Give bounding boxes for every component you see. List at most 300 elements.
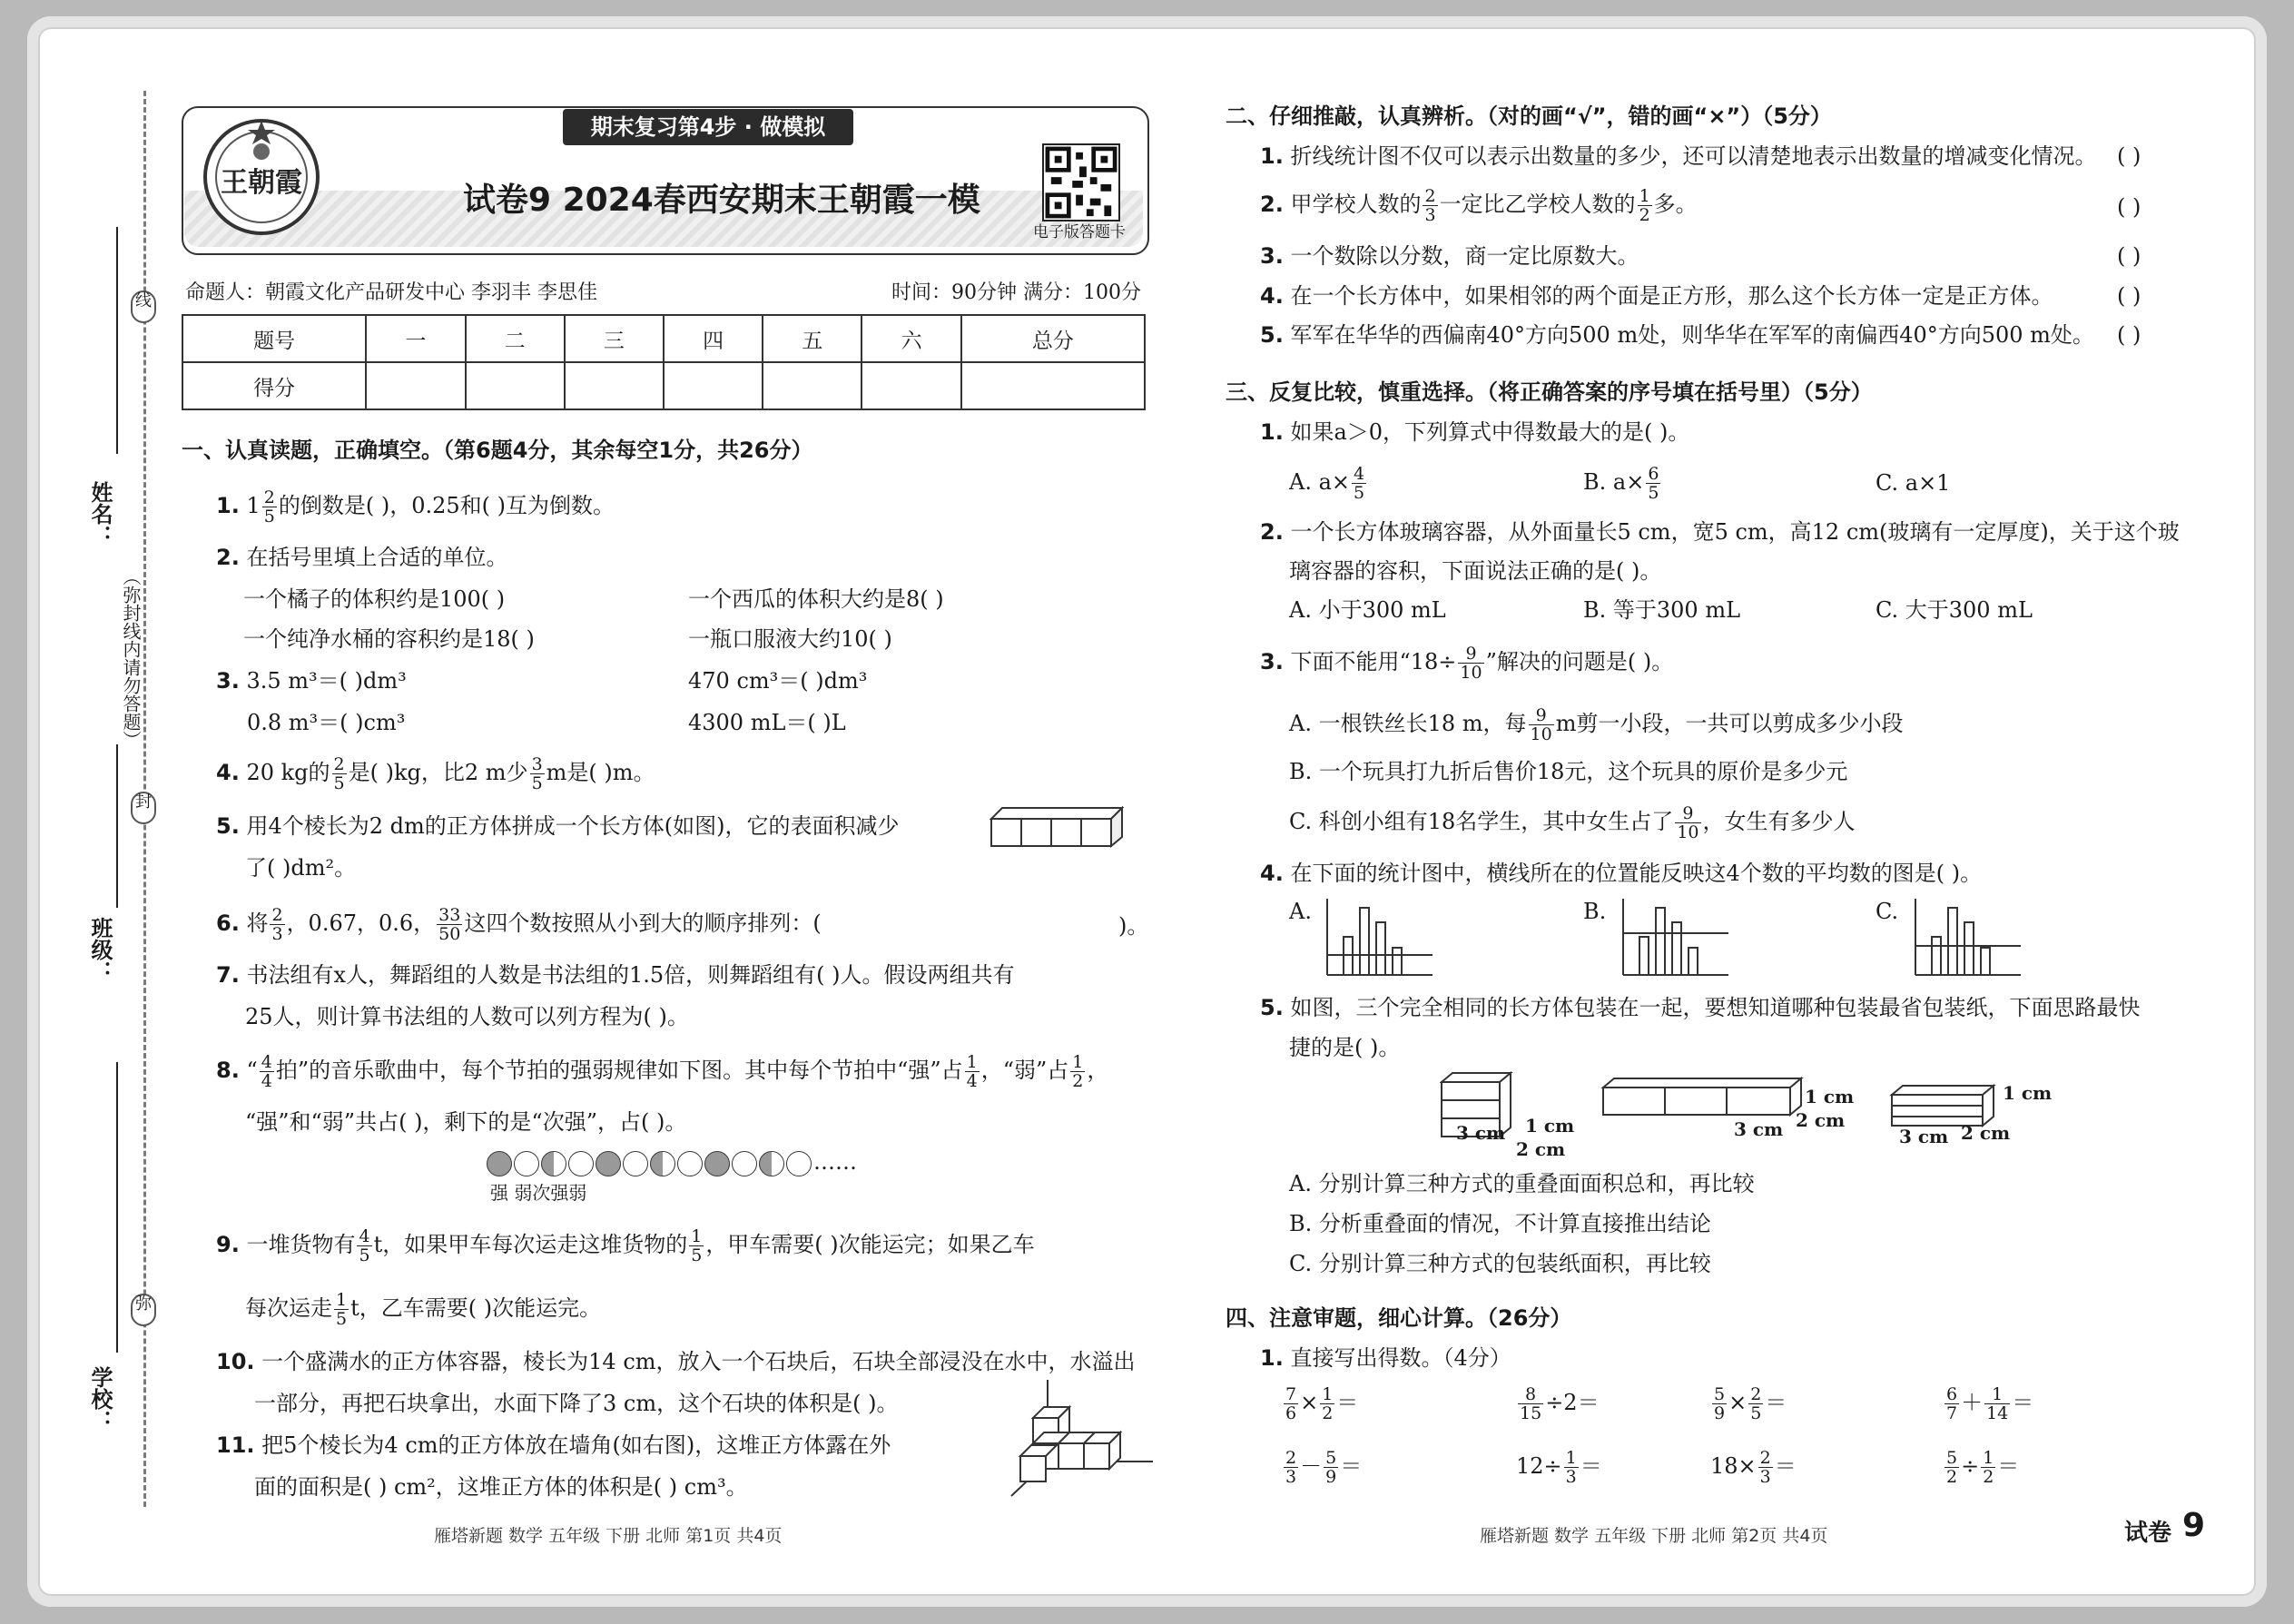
fraction: [1423, 187, 1437, 224]
school-label: 学校：: [87, 1366, 113, 1432]
question-number: 10.: [216, 1349, 255, 1374]
section-1-title: 一、认真读题，正确填空。（第6题4分，其余每空1分，共26分）: [182, 438, 813, 463]
question-text: 是( )kg，比2 m少: [348, 760, 528, 785]
numerator: 9: [1458, 645, 1483, 664]
fraction: [530, 755, 545, 792]
question-text: 这四个数按照从小到大的顺序排列：(: [464, 910, 822, 936]
logo-text: 王朝霞: [221, 167, 302, 199]
question-number: 2.: [216, 545, 240, 570]
publisher-logo: [198, 113, 325, 241]
fraction: [437, 906, 462, 943]
dim-label: 3 cm: [1456, 1122, 1506, 1144]
fraction: [1981, 1449, 1995, 1486]
operator: ＝: [1997, 1453, 2020, 1479]
question-number: 5.: [1260, 322, 1284, 348]
operator: ÷2＝: [1545, 1390, 1600, 1415]
question-1-3: [216, 668, 407, 694]
score-input-cell[interactable]: [961, 362, 1145, 409]
question-text: )。: [1118, 913, 1149, 939]
question-number: 6.: [216, 910, 240, 936]
beat-medium-icon: [541, 1151, 566, 1176]
denominator: 10: [1530, 724, 1552, 744]
fraction: [1646, 465, 1660, 502]
numerator: 2: [1424, 186, 1436, 206]
numerator: 33: [438, 905, 461, 925]
option-text: C. 科创小组有18名学生，其中女生占了: [1289, 809, 1674, 834]
class-label: 班级：: [87, 917, 113, 982]
score-header-cell: 一: [366, 315, 465, 362]
section-4-title: 四、注意审题，细心计算。（26分）: [1226, 1305, 1572, 1331]
question-1-7: [216, 962, 1015, 988]
option-3-4-b: B.: [1583, 899, 1607, 924]
score-input-cell[interactable]: [565, 362, 664, 409]
fraction: [1944, 1449, 1959, 1486]
question-number: 4.: [1260, 283, 1284, 309]
numerator: 4: [261, 1052, 272, 1072]
fraction: [1712, 1385, 1727, 1422]
option-3-5-b: B. 分析重叠面的情况，不计算直接推出结论: [1289, 1211, 1711, 1236]
question-4-1: [1260, 1345, 1511, 1371]
numerator: 1: [1565, 1448, 1577, 1468]
question-1-6: [216, 906, 822, 943]
fraction: [1284, 1385, 1298, 1422]
denominator: 3: [1424, 205, 1436, 225]
numerator: 1: [1984, 1385, 2010, 1404]
fraction: [332, 755, 347, 792]
operator: ＝: [1774, 1453, 1797, 1479]
numerator: 1: [1072, 1052, 1084, 1072]
fraction: [689, 1227, 704, 1265]
denominator: 5: [336, 1309, 348, 1329]
fraction: [1675, 804, 1700, 842]
question-text: 拍”的音乐歌曲中，每个节拍的强弱规律如下图。其中每个节拍中“强”占: [275, 1058, 963, 1083]
qr-caption: 电子版答题卡: [1033, 223, 1126, 241]
fraction: [357, 1227, 371, 1265]
name-underline: [116, 227, 118, 454]
beat-strong-icon: [596, 1151, 621, 1176]
numerator: 6: [1648, 464, 1659, 484]
fraction: [1564, 1449, 1579, 1486]
score-input-cell[interactable]: [466, 362, 565, 409]
score-header-cell: 二: [466, 315, 565, 362]
numerator: 4: [359, 1226, 370, 1246]
option-3-1-c: C. a×1: [1876, 470, 1951, 496]
denominator: 15: [1520, 1403, 1542, 1423]
blank-line: 一个纯净水桶的容积约是18( ): [243, 626, 535, 652]
numerator: 8: [1518, 1385, 1543, 1404]
question-text: ，甲车需要( )次能运完；如果乙车: [705, 1232, 1035, 1257]
question-text: “强”和“弱”共占( )，剩下的是“次强”，占( )。: [245, 1109, 687, 1135]
question-number: 3.: [1260, 243, 1284, 269]
class-underline: [116, 744, 118, 908]
paper-number: 9: [2182, 1507, 2206, 1544]
option-3-1-a: [1289, 465, 1368, 502]
question-text: m是( )m。: [546, 760, 655, 785]
beat-circles: [487, 1149, 857, 1176]
question-text: 25人，则计算书法组的人数可以列方程为( )。: [245, 1004, 689, 1029]
time-score-line: 时间：90分钟 满分：100分: [891, 281, 1141, 304]
numerator: 5: [1325, 1448, 1337, 1468]
denominator: 4: [966, 1071, 978, 1091]
operator: ＝: [1340, 1453, 1363, 1479]
option-3-4-a: A.: [1289, 899, 1312, 924]
question-text: t，乙车需要( )次能运完。: [350, 1295, 602, 1321]
denominator: 2: [1983, 1467, 1994, 1487]
denominator: 4: [261, 1071, 272, 1091]
numerator: 5: [1946, 1448, 1958, 1468]
question-number: 1.: [1260, 419, 1284, 445]
fraction: [965, 1053, 980, 1090]
answer-paren[interactable]: ( ): [2117, 283, 2141, 309]
score-input-cell[interactable]: [763, 362, 861, 409]
question-number: 1.: [1260, 1345, 1284, 1371]
question-text: 在括号里填上合适的单位。: [246, 545, 508, 570]
score-header-cell: 四: [664, 315, 763, 362]
denominator: 2: [1946, 1467, 1958, 1487]
question-1-10: [216, 1349, 1136, 1374]
question-text: 20 kg的: [246, 760, 330, 785]
option-3-2-b: B. 等于300 mL: [1583, 597, 1741, 623]
fraction: [1518, 1385, 1543, 1422]
score-table: [182, 314, 1146, 410]
denominator: 3: [1759, 1467, 1771, 1487]
question-text: t，如果甲车每次运走这堆货物的: [373, 1232, 688, 1257]
blank-line: 0.8 m³＝( )cm³: [247, 710, 406, 735]
denominator: 14: [1986, 1403, 2009, 1423]
numerator: 1: [691, 1226, 703, 1246]
option-text: ，女生有多少人: [1702, 809, 1856, 834]
fraction: [270, 906, 284, 943]
question-text: 捷的是( )。: [1289, 1035, 1401, 1060]
question-text: 将: [246, 910, 269, 936]
beat-strong-icon: [487, 1151, 512, 1176]
operator: ＝: [2012, 1390, 2034, 1415]
beat-strong-icon: [704, 1151, 730, 1176]
score-header-cell: 三: [565, 315, 664, 362]
bar-chart-a: [1325, 897, 1434, 977]
numerator: 2: [271, 905, 283, 925]
operator: ＝: [1336, 1390, 1359, 1415]
question-text: 下面不能用“18÷: [1290, 649, 1457, 674]
score-table-score-row: [182, 362, 1145, 409]
question-text: 用4个棱长为2 dm的正方体拼成一个长方体(如图)，它的表面积减少: [246, 813, 900, 839]
operator: ＝: [1765, 1390, 1787, 1415]
blank-line: 3.5 m³＝( )dm³: [246, 668, 407, 694]
question-text: ”解决的问题是( )。: [1485, 649, 1674, 674]
denominator: 5: [333, 773, 345, 793]
beat-weak-icon: [677, 1151, 703, 1176]
option-3-1-b: [1583, 465, 1662, 502]
denominator: 50: [438, 924, 461, 944]
section-3-title: 三、反复比较，慎重选择。（将正确答案的序号填在括号里）（5分）: [1226, 379, 1873, 405]
question-text: 的倒数是( )，0.25和( )互为倒数。: [278, 493, 615, 518]
question-text: 直接写出得数。（4分）: [1290, 1345, 1511, 1371]
score-table-header-row: [182, 315, 1145, 362]
answer-paren[interactable]: ( ): [2117, 143, 2141, 169]
fraction: [1944, 1385, 1959, 1422]
question-text: 每次运走: [245, 1295, 332, 1321]
question-number: 5.: [216, 813, 240, 839]
dim-label: 2 cm: [1796, 1109, 1846, 1131]
denominator: 5: [1648, 483, 1659, 503]
answer-paren[interactable]: ( ): [2117, 194, 2141, 220]
question-1-2: [216, 545, 507, 570]
denominator: 5: [1354, 483, 1365, 503]
question-number: 1.: [216, 493, 240, 518]
denominator: 10: [1460, 663, 1482, 683]
question-text: 一个盛满水的正方体容器，棱长为14 cm，放入一个石块后，石块全部浸没在水中，水溢出: [261, 1349, 1136, 1374]
operator: ＋: [1961, 1390, 1984, 1415]
dim-label: 2 cm: [1961, 1122, 2011, 1144]
question-number: 4.: [216, 760, 240, 785]
dim-label: 3 cm: [1899, 1126, 1949, 1147]
question-text: 书法组有x人，舞蹈组的人数是书法组的1.5倍，则舞蹈组有( )人。假设两组共有: [246, 962, 1015, 988]
question-text: 如图，三个完全相同的长方体包装在一起，要想知道哪种包装最省包装纸，下面思路最快: [1290, 995, 2141, 1020]
exam-title: 试卷9 2024春西安期末王朝霞一模: [463, 182, 980, 219]
calc-item: [1710, 1385, 1787, 1422]
question-number: 2.: [1260, 519, 1284, 545]
question-2-5: [1260, 322, 2094, 348]
denominator: 9: [1325, 1467, 1337, 1487]
numerator: 2: [263, 487, 275, 507]
denominator: 5: [1750, 1403, 1762, 1423]
qr-code: [1042, 143, 1120, 221]
dim-label: 1 cm: [1525, 1115, 1575, 1137]
score-header-cell: 五: [763, 315, 861, 362]
option-text: A. 一根铁丝长18 m，每: [1289, 711, 1527, 736]
denominator: 6: [1285, 1403, 1297, 1423]
calc-item: [1516, 1449, 1602, 1486]
score-input-cell[interactable]: [861, 362, 960, 409]
numerator: 1: [1322, 1384, 1334, 1404]
option-3-2-a: A. 小于300 mL: [1289, 597, 1446, 623]
beat-caption: 强 弱次强弱: [490, 1182, 587, 1204]
question-number: 3.: [1260, 649, 1284, 674]
numerator: 2: [1759, 1448, 1771, 1468]
binding-mark-line: 线: [131, 290, 156, 323]
denominator: 5: [263, 507, 275, 527]
authors-line: 命题人：朝霞文化产品研发中心 李羽丰 李思佳: [185, 281, 597, 304]
answer-paren[interactable]: ( ): [2117, 322, 2141, 348]
question-text: ，: [1087, 1058, 1109, 1083]
four-cubes-figure: [989, 806, 1126, 848]
score-input-cell[interactable]: [366, 362, 465, 409]
question-text: 在一个长方体中，如果相邻的两个面是正方形，那么这个长方体一定是正方体。: [1290, 283, 2053, 309]
dim-label: 1 cm: [1805, 1086, 1855, 1107]
question-text: 了( )dm²。: [245, 855, 357, 881]
option-3-3-b: B. 一个玩具打九折后售价18元，这个玩具的原价是多少元: [1289, 759, 1848, 784]
question-text: 多。: [1653, 192, 1698, 217]
section-2-title: 二、仔细推敲，认真辨析。（对的画“√”，错的画“×”）（5分）: [1226, 103, 1832, 129]
blank-line: 一瓶口服液大约10( ): [688, 626, 892, 652]
beat-weak-icon: [732, 1151, 757, 1176]
denominator: 5: [359, 1245, 370, 1265]
fraction: [262, 488, 277, 526]
fraction: [1748, 1385, 1763, 1422]
fraction: [1324, 1449, 1338, 1486]
blank-line: 一个橘子的体积约是100( ): [243, 586, 506, 612]
denominator: 7: [1946, 1403, 1958, 1423]
fraction: [1758, 1449, 1773, 1486]
calc-item: [1516, 1385, 1600, 1422]
denominator: 9: [1714, 1403, 1726, 1423]
operator: ÷: [1961, 1453, 1980, 1479]
numerator: 5: [1714, 1384, 1726, 1404]
bar-chart-b: [1621, 897, 1730, 977]
dim-label: 1 cm: [2003, 1082, 2053, 1104]
option-3-5-c: C. 分别计算三种方式的包装纸面积，再比较: [1289, 1251, 1711, 1276]
calc-item: [1943, 1385, 2033, 1422]
dim-label: 2 cm: [1516, 1138, 1566, 1160]
corner-cubes-figure: [1008, 1371, 1153, 1498]
denominator: 5: [531, 773, 543, 793]
denominator: 3: [271, 924, 283, 944]
denominator: 10: [1677, 822, 1699, 842]
question-text: 军军在华华的西偏南40°方向500 m处，则华华在军军的南偏西40°方向500 m处。: [1290, 322, 2094, 348]
name-label: 姓名：: [87, 481, 113, 546]
numerator: 2: [333, 754, 345, 774]
denominator: 5: [691, 1245, 703, 1265]
fraction: [1458, 645, 1483, 682]
blank-line: 470 cm³＝( )dm³: [688, 668, 868, 694]
question-2-3: [1260, 243, 1639, 269]
question-text: ，0.67，0.6，: [286, 910, 436, 936]
denominator: 2: [1072, 1071, 1084, 1091]
review-banner: 期末复习第4步 · 做模拟: [563, 109, 853, 145]
option-3-3-a: [1289, 706, 1903, 743]
answer-paren[interactable]: ( ): [2117, 243, 2141, 269]
question-text: 一定比乙学校人数的: [1439, 192, 1636, 217]
calc-item: [1282, 1449, 1362, 1486]
score-header-cell: 六: [861, 315, 960, 362]
fraction: [1638, 187, 1652, 224]
operand: 12÷: [1516, 1453, 1562, 1479]
paper-label: 试卷: [2124, 1520, 2172, 1547]
footer-left: 雁塔新题 数学 五年级 下册 北师 第1页 共4页: [434, 1526, 783, 1546]
question-1-11: [216, 1432, 891, 1458]
question-text: 一堆货物有: [246, 1232, 356, 1257]
fraction: [334, 1291, 349, 1328]
question-number: 9.: [216, 1232, 240, 1257]
school-underline: [116, 1062, 118, 1353]
question-3-1: [1260, 419, 1689, 445]
option-text: B. a×: [1583, 469, 1645, 495]
question-number: 1.: [1260, 143, 1284, 169]
score-input-cell[interactable]: [664, 362, 763, 409]
numerator: 2: [1750, 1384, 1762, 1404]
fraction: [1352, 465, 1366, 502]
binding-mark-mi: 弥: [131, 1294, 156, 1326]
beat-medium-icon: [650, 1151, 675, 1176]
question-number: 11.: [216, 1432, 255, 1458]
question-1-8: [216, 1053, 1108, 1090]
numerator: 9: [1675, 804, 1700, 823]
question-text: 把5个棱长为4 cm的正方体放在墙角(如右图)，这堆正方体露在外: [261, 1432, 891, 1458]
calc-item: [1282, 1385, 1358, 1422]
fraction: [1529, 706, 1554, 743]
question-1-1: [216, 488, 615, 526]
numerator: 4: [1354, 464, 1365, 484]
question-number: 5.: [1260, 995, 1284, 1020]
beat-weak-icon: [514, 1151, 539, 1176]
question-text: 甲学校人数的: [1290, 192, 1422, 217]
beat-ellipsis: ……: [813, 1149, 857, 1175]
mixed-number-whole: 1: [246, 493, 261, 518]
question-number: 4.: [1260, 861, 1284, 886]
question-1-4: [216, 755, 655, 792]
beat-weak-icon: [786, 1151, 812, 1176]
beat-weak-icon: [623, 1151, 648, 1176]
calc-item: [1943, 1449, 2019, 1486]
beat-medium-icon: [759, 1151, 784, 1176]
option-3-5-a: A. 分别计算三种方式的重叠面面积总和，再比较: [1289, 1171, 1755, 1196]
question-text: “: [246, 1058, 258, 1083]
numerator: 7: [1285, 1384, 1297, 1404]
question-number: 8.: [216, 1058, 240, 1083]
score-row-label: 得分: [182, 362, 366, 409]
footer-right: 雁塔新题 数学 五年级 下册 北师 第2页 共4页: [1480, 1526, 1828, 1546]
question-text: 一部分，再把石块拿出，水面下降了3 cm，这个石块的体积是( )。: [254, 1391, 899, 1416]
option-text: A. a×: [1289, 469, 1351, 495]
question-text: 折线统计图不仅可以表示出数量的多少，还可以清楚地表示出数量的增减变化情况。: [1290, 143, 2097, 169]
fraction: [1284, 1449, 1298, 1486]
question-3-5: [1260, 995, 2140, 1020]
denominator: 3: [1285, 1467, 1297, 1487]
operator: ×: [1300, 1390, 1319, 1415]
question-number: 7.: [216, 962, 240, 988]
numerator: 1: [966, 1052, 978, 1072]
binding-mark-seal: 封: [131, 792, 156, 824]
numerator: 9: [1529, 706, 1554, 725]
beat-weak-icon: [568, 1151, 594, 1176]
question-2-4: [1260, 283, 2053, 309]
question-3-4: [1260, 861, 1982, 886]
seal-warning: （弥封线内请勿答题）: [120, 567, 142, 749]
denominator: 2: [1322, 1403, 1334, 1423]
operator: ×: [1728, 1390, 1748, 1415]
question-3-3: [1260, 645, 1673, 682]
numerator: 1: [1983, 1448, 1994, 1468]
question-1-9-line-2: [245, 1291, 601, 1328]
score-header-cell: 总分: [961, 315, 1145, 362]
question-2-1: [1260, 143, 2096, 169]
dim-label: 3 cm: [1734, 1118, 1784, 1140]
question-text: 如果a＞0，下列算式中得数最大的是( )。: [1290, 419, 1690, 445]
blank-line: 一个西瓜的体积大约是8( ): [688, 586, 944, 612]
question-2-2: [1260, 187, 1698, 224]
option-3-4-c: C.: [1876, 899, 1899, 924]
denominator: 3: [1565, 1467, 1577, 1487]
option-3-2-c: C. 大于300 mL: [1876, 597, 2033, 623]
option-3-3-c: [1289, 804, 1856, 842]
numerator: 1: [1639, 186, 1650, 206]
bar-chart-c: [1914, 897, 2023, 977]
blank-line: 4300 mL＝( )L: [688, 710, 846, 735]
question-1-9: [216, 1227, 1035, 1265]
numerator: 6: [1946, 1384, 1958, 1404]
numerator: 3: [531, 754, 543, 774]
question-number: 3.: [216, 668, 240, 694]
question-text: 在下面的统计图中，横线所在的位置能反映这4个数的平均数的图是( )。: [1290, 861, 1983, 886]
option-text: m剪一小段，一共可以剪成多少小段: [1555, 711, 1904, 736]
question-text: 一个数除以分数，商一定比原数大。: [1290, 243, 1639, 269]
calc-item: [1710, 1449, 1797, 1486]
numerator: 2: [1285, 1448, 1297, 1468]
operand: 18×: [1710, 1453, 1757, 1479]
score-header-cell: 题号: [182, 315, 366, 362]
operator: ＝: [1580, 1453, 1602, 1479]
question-text: ，“弱”占: [980, 1058, 1069, 1083]
